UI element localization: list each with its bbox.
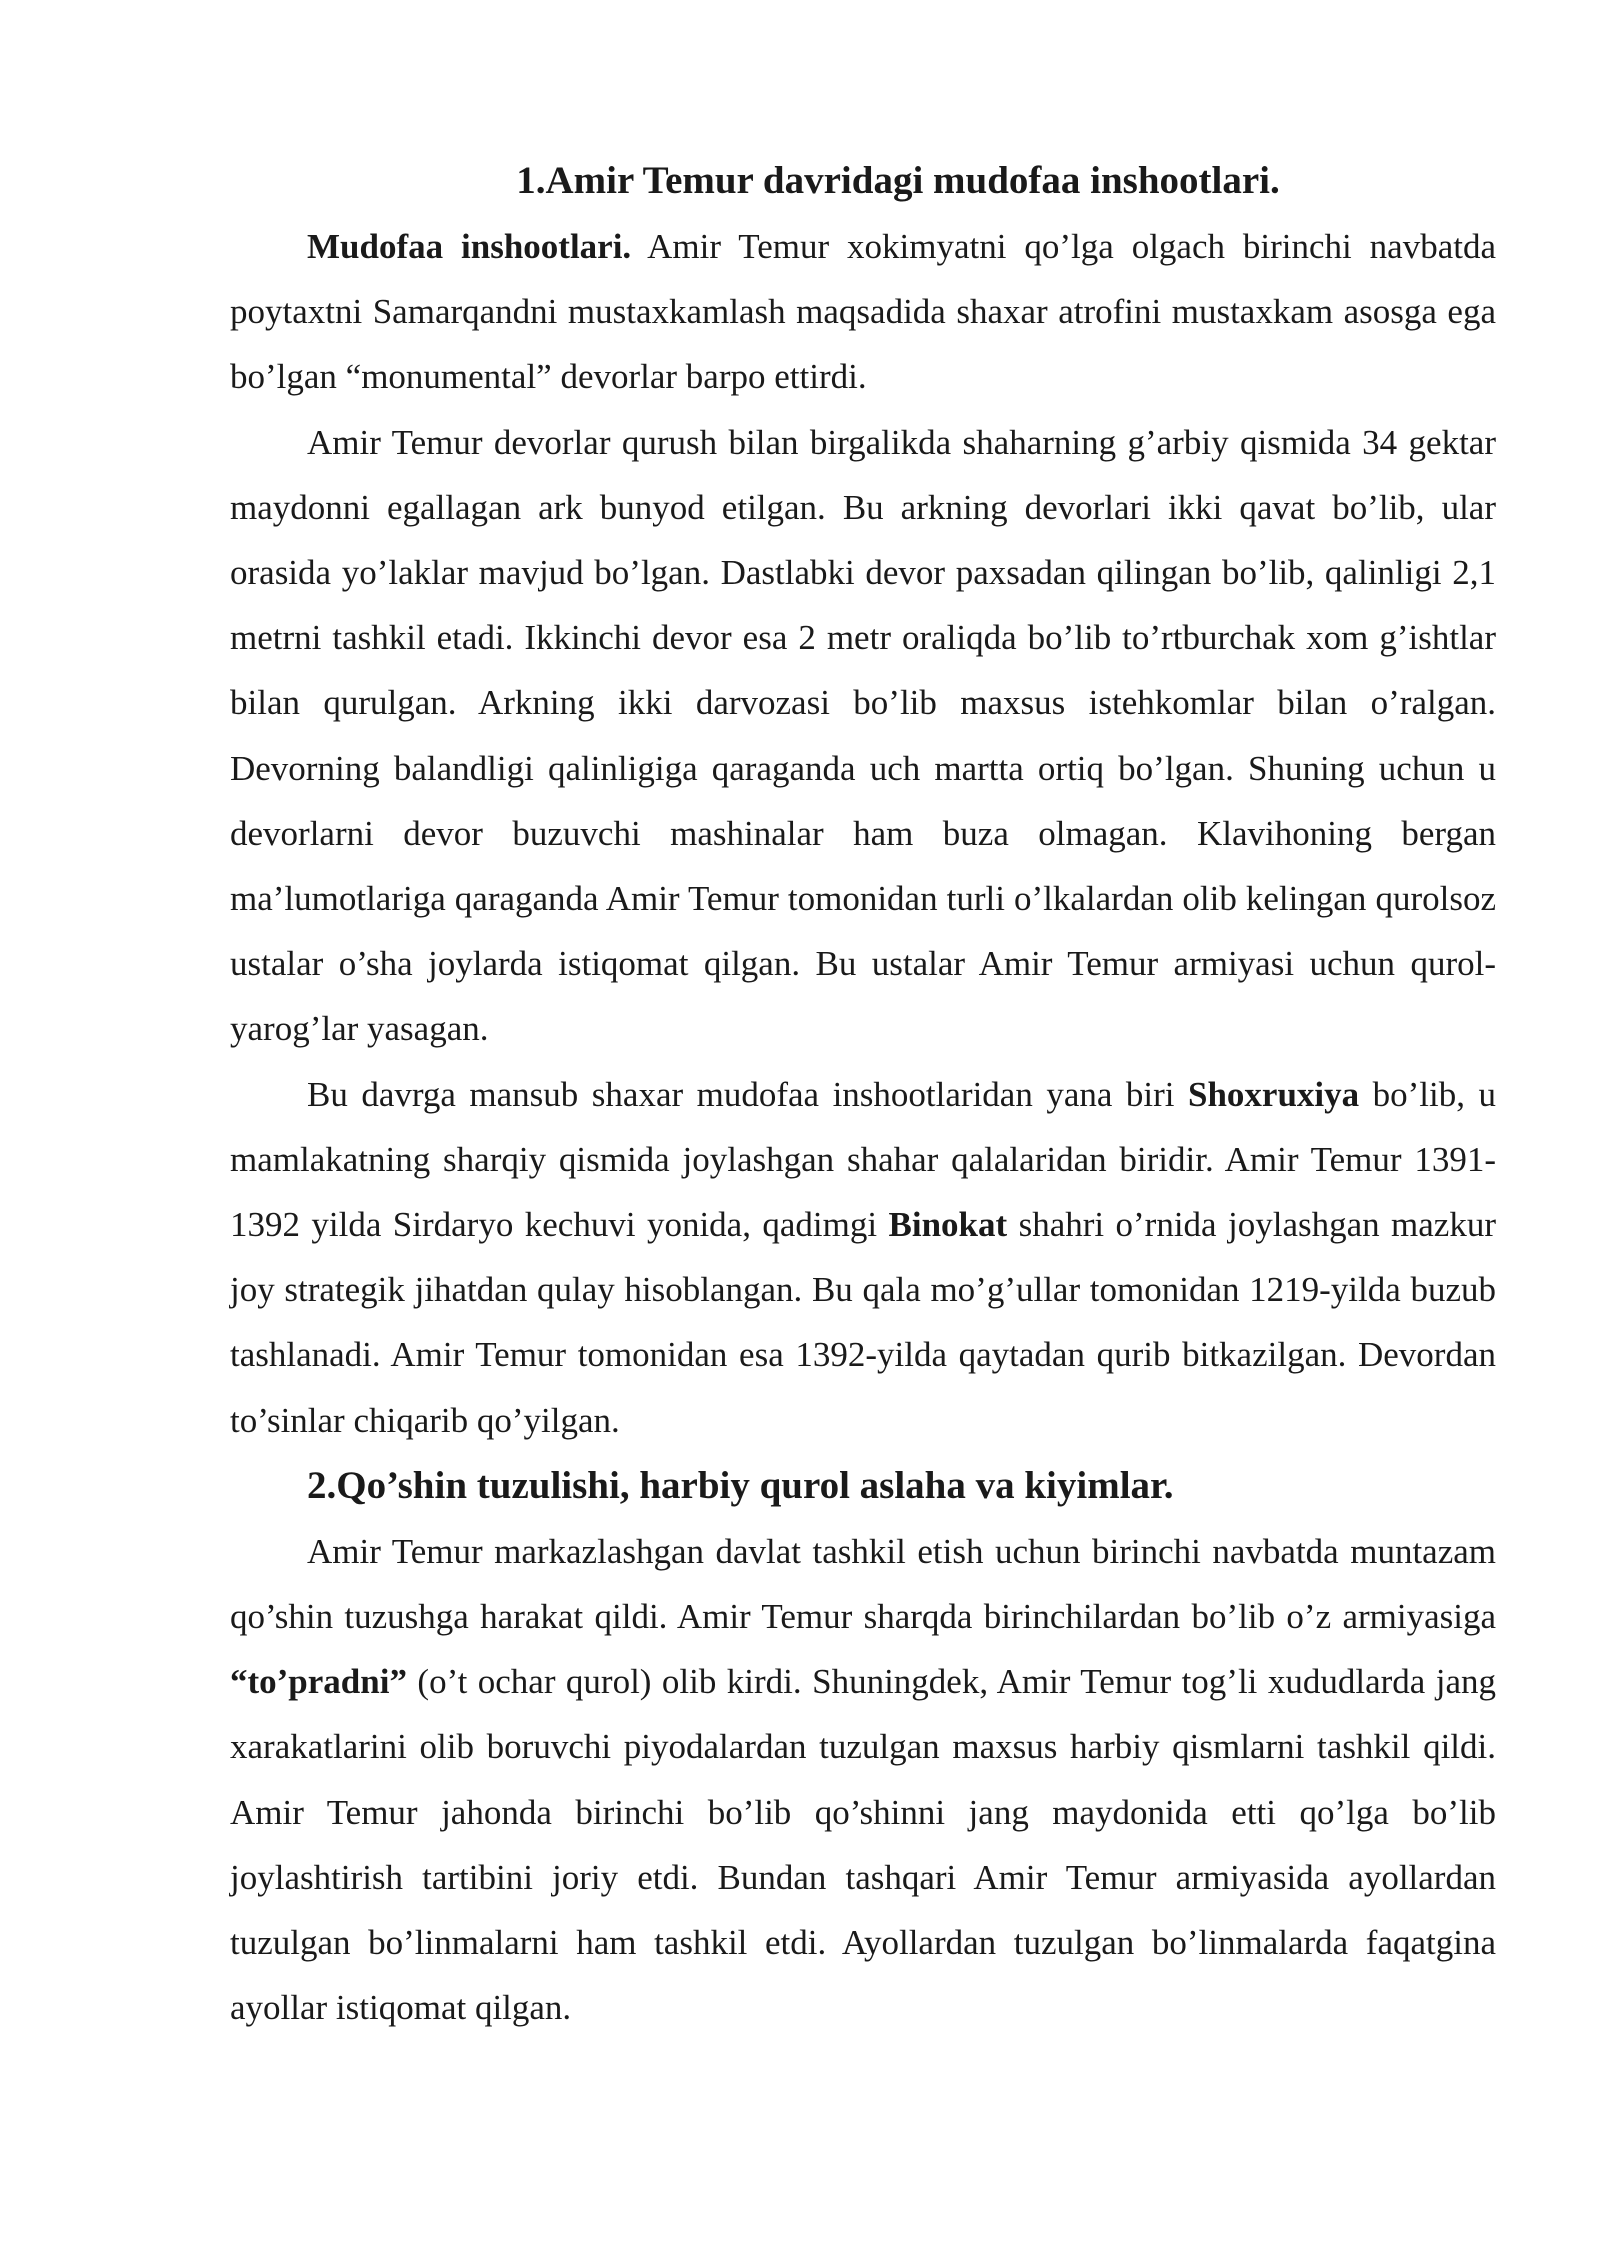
document-page [230, 148, 1496, 2040]
bold-term-topradni: “to’pradni” [230, 1662, 407, 1702]
section-1-paragraph-3 [230, 1062, 1496, 1453]
section-2-heading: 2.Qo’shin tuzulishi, harbiy qurol aslaha va kiyimlar. [307, 1463, 1174, 1507]
section-1-heading: 1.Amir Temur davridagi mudofaa inshootlari. [516, 159, 1280, 202]
bold-term-shoxruxiya: Shoxruxiya [1188, 1074, 1360, 1114]
section-1-paragraph-1 [230, 214, 1496, 410]
paragraph-text: Amir Temur xokimyatni qo’lga olgach birinchi navbatda poytaxtni Samarqandni mustaxkamlash maqsadida shaxar atrofini mustaxkam asosga ega bo’lgan “monumental” devorlar barpo ettirdi. [230, 227, 1496, 397]
paragraph-text: (o’t ochar qurol) olib kirdi. Shuningdek, Amir Temur tog’li xududlarda jang xarakatlarini olib boruvchi piyodalardan tuzulgan maxsus harbiy qismlarni tashkil qildi. Amir Temur jahonda birinchi bo’lib qo’shinni jang maydonida etti qo’lga bo’lib joylashtirish tartibini joriy etdi. Bundan tashqari Amir Temur armiyasida ayollardan tuzulgan bo’linmalarni ham tashkil etdi. Ayollardan tuzulgan bo’linmalarda faqatgina ayollar istiqomat qilgan. [230, 1662, 1496, 2028]
bold-term-binokat: Binokat [888, 1205, 1008, 1245]
paragraph-lead-bold: Mudofaa inshootlari. [307, 227, 632, 266]
paragraph-text: Bu davrga mansub shaxar mudofaa inshootlaridan yana biri [307, 1074, 1188, 1114]
paragraph-text: bo’lib, u mamlakatning sharqiy qismida joylashgan shahar qalalaridan biridir. Amir Temur 1391-1392 yilda Sirdaryo kechuvi yonida, qadimgi [230, 1074, 1497, 1245]
paragraph-text: Amir Temur markazlashgan davlat tashkil etish uchun birinchi navbatda muntazam qo’shin tuzushga harakat qildi. Amir Temur sharqda birinchilardan bo’lib o’z armiyasiga [230, 1531, 1496, 1637]
section-2-paragraph-1 [230, 1519, 1496, 2041]
paragraph-text: shahri o’rnida joylashgan mazkur joy strategik jihatdan qulay hisoblangan. Bu qala mo’g’ullar tomonidan 1219-yilda buzub tashlanadi. Amir Temur tomonidan esa 1392-yilda qaytadan qurib bitkazilgan. Devordan to’sinlar chiqarib qo’yilgan. [230, 1205, 1496, 1440]
section-1-paragraph-2 [230, 410, 1496, 1062]
paragraph-text: Amir Temur devorlar qurush bilan birgalikda shaharning g’arbiy qismida 34 gektar maydonni egallagan ark bunyod etilgan. Bu arkning devorlari ikki qavat bo’lib, ular orasida yo’laklar mavjud bo’lgan. Dastlabki devor paxsadan qilingan bo’lib, qalinligi 2,1 metrni tashkil etadi. Ikkinchi devor esa 2 metr oraliqda bo’lib to’rtburchak xom g’ishtlar bilan qurulgan. Arkning ikki darvozasi bo’lib maxsus istehkomlar bilan o’ralgan. Devorning balandligi qalinligiga qaraganda uch martta ortiq bo’lgan. Shuning uchun u devorlarni devor buzuvchi mashinalar ham buza olmagan. Klavihoning bergan ma’lumotlariga qaraganda Amir Temur tomonidan turli o’lkalardan olib kelingan qurolsoz ustalar o’sha joylarda istiqomat qilgan. Bu ustalar Amir Temur armiyasi uchun qurol-yarog’lar yasagan. [230, 422, 1496, 1049]
